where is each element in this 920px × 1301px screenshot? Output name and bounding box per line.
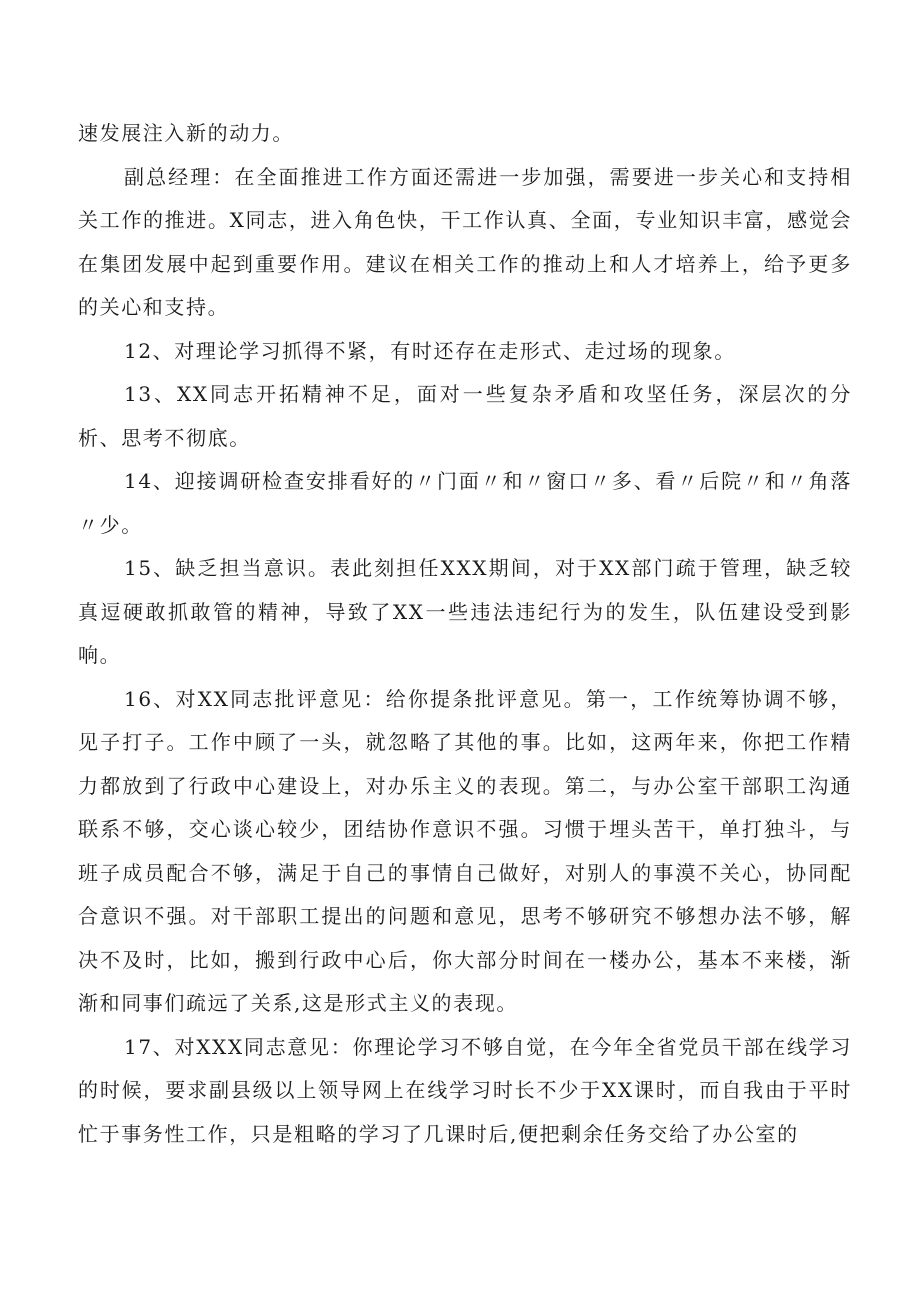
paragraph-continuation: 速发展注入新的动力。 [78, 121, 294, 145]
document-body [78, 112, 852, 1156]
paragraph-item-12: 12、对理论学习抓得不紧，有时还存在走形式、走过场的现象。 [124, 338, 736, 363]
paragraph-item-16: 16、对XX同志批评意见：给你提条批评意见。第一，工作统筹协调不够，见子打子。工作中顾了一头，就忽略了其他的事。比如，这两年来，你把工作精力都放到了行政中心建设上，对办乐主义的表现。第二，与办公室干部职工沟通联系不够，交心谈心较少，团结协作意识不强。习惯于埋头苦干，单打独斗，与班子成员配合不够，满足于自己的事情自己做好，对别人的事漠不关心，协同配合意识不强。对干部职工提出的问题和意见，思考不够研究不够想办法不够，解决不及时，比如，搬到行政中心后，你大部分时间在一楼办公，基本不来楼，渐渐和同事们疏远了关系,这是形式主义的表现。 [78, 686, 852, 1015]
paragraph-deputy-manager: 副总经理：在全面推进工作方面还需进一步加强，需要进一步关心和支持相关工作的推进。X同志，进入角色快，干工作认真、全面，专业知识丰富，感觉会在集团发展中起到重要作用。建议在相关工作的推动上和人才培养上，给予更多的关心和支持。 [78, 164, 852, 319]
paragraph-item-17: 17、对XXX同志意见：你理论学习不够自觉，在今年全省党员干部在线学习的时候，要求副县级以上领导网上在线学习时长不少于XX课时，而自我由于平时忙于事务性工作，只是粗略的学习了几课时后,便把剩余任务交给了办公室的 [78, 1034, 852, 1146]
paragraph-item-13: 13、XX同志开拓精神不足，面对一些复杂矛盾和攻坚任务，深层次的分析、思考不彻底。 [78, 382, 852, 450]
paragraph-item-14: 14、迎接调研检查安排看好的〃门面〃和〃窗口〃多、看〃后院〃和〃角落〃少。 [78, 469, 852, 537]
paragraph-item-15: 15、缺乏担当意识。表此刻担任XXX期间，对于XX部门疏于管理，缺乏较真逗硬敢抓敢管的精神，导致了XX一些违法违纪行为的发生，队伍建设受到影响。 [78, 556, 852, 667]
